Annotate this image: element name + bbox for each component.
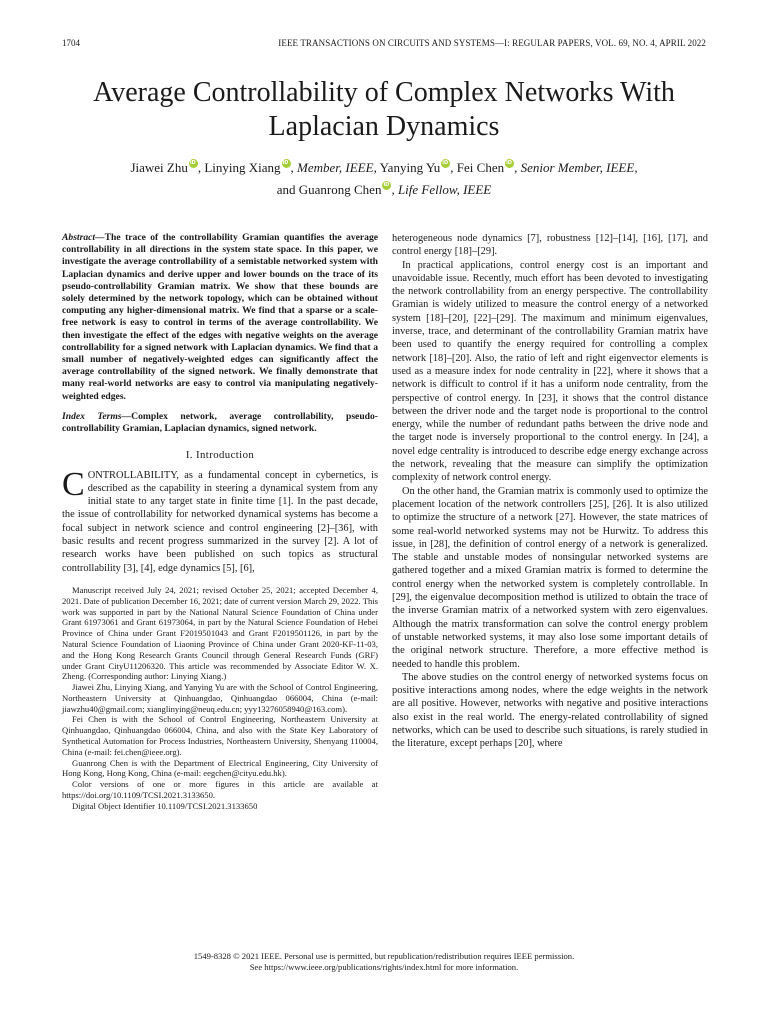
author-role: Life Fellow, IEEE bbox=[397, 182, 492, 197]
author-name: and Guanrong Chen bbox=[276, 182, 382, 197]
abstract-label: Abstract— bbox=[62, 232, 105, 243]
author-name: Jiawei Zhu bbox=[130, 160, 188, 175]
author-name: Yanying Yu bbox=[379, 160, 441, 175]
body-paragraph: In practical applications, control energy cost is an important and unavoidable issue. Recently, much effort has been devoted to investigating the network controllability from an energy perspective. The controllability Gramian is widely utilized to measure the control energy of a networked system [18]–[20], [22]–[29]. The maximum and minimum eigenvalues, inverse, trace, and determinant of the controllability Gramian matrix have been used to quantify the energy required for controlling a complex network [18]–[20]. Also, the ratio of left and right eigenvector elements is used as a measure index for node centrality in [22], where it shows that a network is difficult to control if it has a uniform node centrality, from the perspective of control energy. In [23], it shows that the control distance between the driver node and the target node is proportional to the control energy, while the number of redundant paths between the drive node and the target node is inversely proportional to the control energy. In [24], a novel edge centrality is introduced to describe edge energy exchange across the network, revealing that the measure can simplify the optimization complexity of network control energy. bbox=[392, 259, 708, 484]
footnote: Fei Chen is with the School of Control Engineering, Northeastern University at Qinhuangdao, Qinhuangdao 066004, China, and also with the State Key Laboratory of Synthetical Automation for Process Industries, Northeastern University, Shenyang 110004, China (e-mail: fei.chen@ieee.org). bbox=[62, 714, 378, 757]
section-heading: I. Introduction bbox=[185, 449, 255, 462]
title-line-2: Laplacian Dynamics bbox=[268, 111, 500, 142]
body-paragraph: On the other hand, the Gramian matrix is commonly used to optimize the placement location of the network controllers [25], [26]. It is also utilized to optimize the structure of a network [27]. However, the state matrices of some real-world networked systems may not be Hurwitz. To address this issue, in [28], the definition of control energy of a network is generalized. The stable and unstable modes of nonsingular networked systems are gathered together and a mixed Gramian matrix is formed to determine the control energy when the networked system is completely controllable. In [29], the eigenvalue decomposition method is utilized to obtain the trace of the inverse Gramian matrix of a networked system with zero eigenvalues. Although the matrix transformation can solve the control energy problem of unstable networked systems, it may also lose some important details of the original network structure. Therefore, a more effective method is needed to handle this problem. bbox=[392, 485, 708, 670]
paper-title bbox=[40, 76, 728, 144]
abstract-text: The trace of the controllability Gramian quantifies the average controllability in all directions in the system state space. In this paper, we investigate the average controllability of a semistable networked system with Laplacian dynamics and derive upper and lower bounds on the trace of its pseudo-controllability Gramian matrix. We show that these bounds are solely determined by the network topology, which can be obtained without computing any higher-dimensional matrix. We find that a sparse or a scale-free network is easy to control in terms of the average controllability. We then investigate the effect of the edges with negative weights on the average controllability for a signed network with Laplacian dynamics. We find that a small number of negatively-weighted edges can significantly affect the average controllability of the signed network. We finally demonstrate that many real-world networks are easy to control via manipulating negatively-weighted edges. bbox=[62, 232, 378, 402]
footnote: Color versions of one or more figures in this article are available at https://doi.org/10.1109/TCSI.2021.3133650. bbox=[62, 779, 378, 801]
abstract bbox=[62, 232, 378, 403]
footnotes bbox=[62, 585, 378, 812]
orcid-icon[interactable] bbox=[282, 159, 291, 168]
journal-header: IEEE TRANSACTIONS ON CIRCUITS AND SYSTEMS—I: REGULAR PAPERS, VOL. 69, NO. 4, APRIL 2022 bbox=[278, 38, 706, 48]
body-paragraph: The above studies on the control energy of networked systems focus on positive interactions among nodes, where the edge weights in the network are all positive. However, networks with negative and positive interactions also exist in the real world. The energy-related controllability of signed networks, which can be used to describe such situations, is rarely studied in the literature, except perhaps [20], where bbox=[392, 671, 708, 750]
author-role: Member, IEEE bbox=[297, 160, 374, 175]
footnote: Guanrong Chen is with the Department of Electrical Engineering, City University of Hong Kong, Hong Kong, China (e-mail: eegchen@cityu.edu.hk). bbox=[62, 757, 378, 779]
title-line-1: Average Controllability of Complex Networks With bbox=[93, 77, 675, 108]
copyright-line: 1549-8328 © 2021 IEEE. Personal use is permitted, but republication/redistribution requires IEEE permission. bbox=[193, 951, 575, 961]
orcid-icon[interactable] bbox=[505, 159, 514, 168]
right-column bbox=[392, 232, 708, 751]
footnote: Jiawei Zhu, Linying Xiang, and Yanying Yu are with the School of Control Engineering, Northeastern University at Qinhuangdao, Qinhuangdao 066004, China (e-mail: jiawzhu40@gmail.com; xianglinying@neuq.edu.cn; yyy13276058940@163.com). bbox=[62, 682, 378, 714]
author-role: Senior Member, IEEE bbox=[520, 160, 635, 175]
orcid-icon[interactable] bbox=[382, 181, 391, 190]
orcid-icon[interactable] bbox=[441, 159, 450, 168]
index-terms-text: Complex network, average controllability, pseudo-controllability Gramian, Laplacian dynamics, signed network. bbox=[62, 410, 378, 435]
index-terms-label: Index Terms— bbox=[62, 410, 132, 422]
index-terms bbox=[62, 411, 378, 435]
copyright-notice bbox=[62, 951, 706, 973]
body-paragraph: heterogeneous node dynamics [7], robustness [12]–[14], [16], [17], and control energy [18]–[29]. bbox=[392, 233, 708, 258]
intro-paragraph bbox=[62, 465, 378, 575]
copyright-line: See https://www.ieee.org/publications/rights/index.html for more information. bbox=[249, 962, 519, 972]
author-name: Fei Chen bbox=[456, 160, 505, 175]
running-header bbox=[62, 38, 706, 52]
footnote-doi: Digital Object Identifier 10.1109/TCSI.2021.3133650 bbox=[72, 800, 258, 811]
footnote: Manuscript received July 24, 2021; revised October 25, 2021; accepted December 4, 2021. Date of publication December 16, 2021; date of current version March 29, 2022. This work was supported in part by the National Natural Science Foundation of China under Grant 61973061 and Grant 61973064, in part by the Natural Science Foundation of Hebei Province of China under Grant F2019501043 and Grant F2019501126, in part by the Natural Science Foundation of Liaoning Province of China under Grant 2020-KF-11-03, and the Hong Kong Research Grants Council through General Research Funds (GRF) under Grant CityU11206320. This article was recommended by Associate Editor W. X. Zheng. (Corresponding author: Linying Xiang.) bbox=[62, 584, 378, 682]
left-column bbox=[62, 232, 378, 812]
author-name: Linying Xiang bbox=[204, 160, 281, 175]
drop-cap: C bbox=[62, 465, 85, 503]
author-list: Jiawei ZhuiD , Linying XiangiD , Member, IEEE, Yanying YuiD , Fei CheniD , Senior Member, IEEE, and Guanrong CheniD , Life Fellow, IEEE bbox=[40, 157, 728, 201]
orcid-icon[interactable] bbox=[189, 159, 198, 168]
intro-text: ONTROLLABILITY, as a fundamental concept in cybernetics, is described as the capability in steering a dynamical system from any initial state to any target state in finite time [1]. In the past decade, the issue of controllability for networked dynamical systems has become a focal subject in network science and control engineering [2]–[36], with basic results and recent progress summarized in the survey [2]. A lot of research works have been published on such topics as structural controllability [3], [4], edge dynamics [5], [6], bbox=[62, 469, 378, 574]
page-number: 1704 bbox=[62, 38, 80, 48]
